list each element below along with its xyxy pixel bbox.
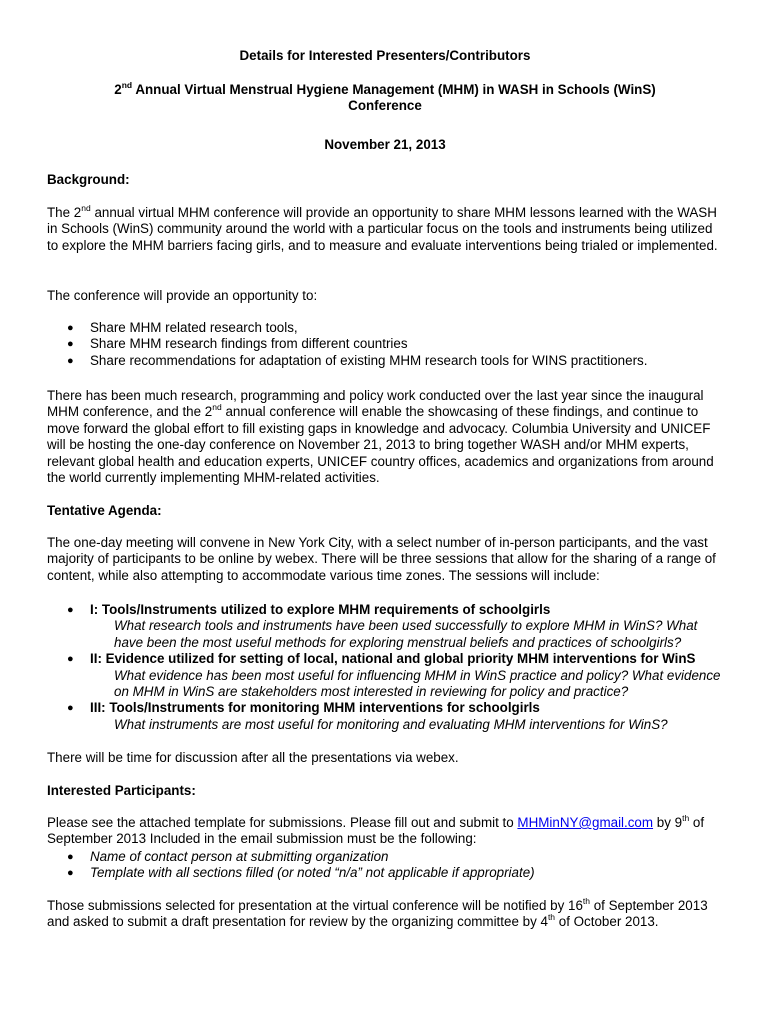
document-title: Details for Interested Presenters/Contributors — [239, 48, 531, 63]
bullet-icon: ● — [67, 867, 74, 880]
session-question: What research tools and instruments have been used successfully to explore MHM in WinS? What have been the most useful methods for exploring menstrual beliefs and practices of schoolgirls? — [114, 618, 698, 650]
background-heading: Background: — [47, 172, 130, 187]
participants-heading: Interested Participants: — [47, 783, 196, 798]
participants-p1-sup: th — [682, 812, 690, 823]
background-p1-sup: nd — [81, 202, 91, 213]
conference-title-text: Annual Virtual Menstrual Hygiene Management (MHM) in WASH in Schools (WinS) — [132, 82, 656, 97]
list-item — [47, 849, 723, 865]
session-question: What evidence has been most useful for influencing MHM in WinS practice and policy? What evidence on MHM in WinS are stakeholders most interested in reviewing for policy and practice? — [114, 667, 721, 700]
conference-ordinal-suffix: nd — [121, 79, 133, 90]
participants-p2-mid: of September 2013 and asked to submit a draft presentation for review by the organizing committee by 4 — [47, 898, 708, 930]
agenda-heading: Tentative Agenda: — [47, 503, 162, 518]
session-title: III: Tools/Instruments for monitoring MHM interventions for schoolgirls — [90, 700, 540, 716]
participants-paragraph-1 — [47, 812, 723, 848]
session-item — [47, 651, 723, 700]
list-item — [47, 320, 723, 336]
list-item-text: Share MHM research findings from different countries — [90, 336, 408, 352]
background-p1-rest: annual virtual MHM conference will provide an opportunity to share MHM lessons learned with the WASH in Schools (WinS) community around the world with a particular focus on the tools and instruments being utilized to explore the MHM barriers facing girls, and to measure and evaluate interventions being trialed or implemented. — [47, 205, 718, 253]
participants-p2-rest: of October 2013. — [555, 914, 659, 930]
agenda-paragraph-2: There will be time for discussion after all the presentations via webex. — [47, 750, 459, 765]
conference-date: November 21, 2013 — [324, 137, 446, 152]
background-p1-start: The 2 — [47, 205, 82, 220]
session-question: What instruments are most useful for monitoring and evaluating MHM interventions for WinS? — [114, 716, 668, 732]
opportunity-list — [47, 320, 723, 369]
bullet-icon: ● — [67, 604, 74, 616]
list-item-text: Template with all sections filled (or noted “n/a” not applicable if appropriate) — [90, 865, 535, 881]
conference-title — [47, 79, 723, 115]
conference-title-line2: Conference — [348, 98, 422, 114]
participants-p1-start: Please see the attached template for submissions. Please fill out and submit to — [47, 815, 518, 830]
background-paragraph-3 — [47, 388, 723, 486]
background-p3-sup: nd — [212, 401, 222, 412]
list-item — [47, 353, 723, 369]
background-p3-start: There has been much research, programming and policy work conducted over the last year since the inaugural MHM conference, and the 2 — [47, 388, 704, 420]
bullet-icon: ● — [67, 653, 74, 666]
email-link[interactable]: MHMinNY@gmail.com — [517, 815, 654, 830]
background-paragraph-1 — [47, 202, 723, 254]
participants-p1-rest: of September 2013 Included in the email submission must be the following: — [47, 815, 705, 847]
session-title: I: Tools/Instruments utilized to explore MHM requirements of schoolgirls — [90, 602, 551, 617]
bullet-icon: ● — [67, 702, 74, 715]
participants-p2-sup1: th — [582, 895, 591, 906]
bullet-icon: ● — [67, 354, 74, 367]
session-item — [47, 700, 723, 733]
participants-p2-sup2: th — [547, 911, 556, 922]
bullet-icon: ● — [67, 322, 74, 334]
list-item — [47, 336, 723, 352]
bullet-icon: ● — [67, 851, 74, 863]
list-item-text: Share recommendations for adaptation of existing MHM research tools for WINS practitioners. — [90, 352, 648, 368]
session-list — [47, 602, 723, 733]
list-item — [47, 865, 723, 881]
session-item — [47, 602, 723, 651]
list-item-text: Share MHM related research tools, — [90, 320, 298, 335]
submission-requirements-list — [47, 849, 723, 882]
bullet-icon: ● — [67, 338, 74, 351]
participants-p1-mid: by 9 — [653, 815, 683, 830]
list-item-text: Name of contact person at submitting organization — [90, 849, 389, 864]
background-p3-rest: annual conference will enable the showcasing of these findings, and continue to move forward the global effort to fill existing gaps in knowledge and advocacy. Columbia University and UNICEF will be hosting the one-day conference on November 21, 2013 to bring together WASH and/or MHM experts, relevant global health and education experts, UNICEF country offices, academics and organizations from around the world currently implementing MHM-related activities. — [47, 404, 714, 486]
conference-ordinal: 2 — [114, 82, 122, 97]
background-paragraph-2: The conference will provide an opportunity to: — [47, 288, 318, 303]
session-title: II: Evidence utilized for setting of local, national and global priority MHM interventions for WinS — [90, 651, 696, 667]
agenda-paragraph-1: The one-day meeting will convene in New York City, with a select number of in-person participants, and the vast majority of participants to be online by webex. There will be three sessions that allow for the sharing of a range of content, while also attempting to accommodate various time zones. The sessions will include: — [47, 535, 716, 583]
participants-paragraph-2 — [47, 895, 723, 931]
participants-p2-start: Those submissions selected for presentation at the virtual conference will be notified by 16 — [47, 898, 583, 913]
